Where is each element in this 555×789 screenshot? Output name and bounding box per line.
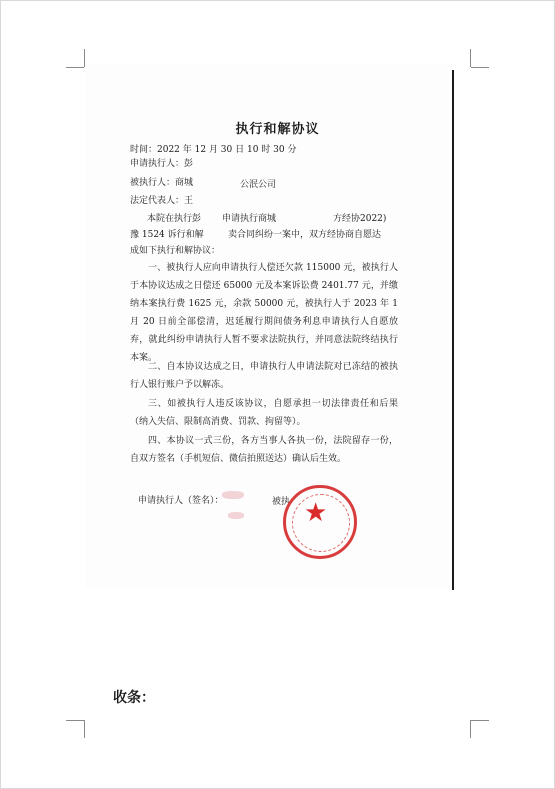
applicant-signature-mark [228,512,244,519]
intro-text-2a: 豫 1524 诉行和解 [130,230,204,240]
intro-text-2b: 卖合同纠纷一案中，双方经协商自愿达 [228,230,382,240]
crop-mark-br-h [471,720,489,721]
crop-mark-tl-h [66,67,84,68]
clause-1: 一、被执行人应向申请执行人偿还欠款 115000 元，被执行人于本协议达成之日偿还 65000 元及本案诉讼费 2401.77 元，并缴纳本案执行费 1625 元，余款 50000 元，被执行人于 2023 年 1 月 20 日前全部偿清，迟延履行期间债务利息申请执行人自愿放弃，就此纠纷申请执行人暂不要求法院执行，并同意法院终结执行本案。 [130,263,398,363]
seal-star-icon: ★ [304,498,328,528]
clause-4: 四、本协议一式三份，各方当事人各执一份，法院留存一份，自双方签名（手机短信、微信拍照送达）确认后生效。 [130,436,398,464]
intro-text-1c: 方经协2022) [333,214,387,224]
respondent-signature-label: 被执 [272,497,291,507]
applicant-line: 申请执行人：彭 [130,159,194,169]
intro-text-1b: 申请执行商城 [222,214,277,224]
crop-mark-br-v [470,720,471,738]
crop-mark-tr-v [470,49,471,67]
clause-2: 二、自本协议达成之日，申请执行人申请法院对已冻结的被执行人银行账户予以解冻。 [130,362,398,390]
document-title: 执行和解协议 [235,122,320,137]
clause-3: 三、如被执行人违反该协议，自愿承担一切法律责任和后果（纳入失信、限制高消费、罚款、拘留等）。 [130,399,398,427]
applicant-signature-label: 申请执行人（签名）： [138,496,224,506]
intro-text-1a: 本院在执行彭 [147,214,202,224]
crop-mark-bl-h [66,720,84,721]
scan-edge-line [452,70,454,590]
applicant-signature [222,491,244,499]
intro-text-3: 成如下执行和解协议： [130,246,221,256]
receipt-label: 收条： [113,690,155,706]
respondent-label: 被执行人：商城 [130,178,194,188]
legal-representative-line: 法定代表人：王 [130,196,194,206]
crop-mark-tr-h [471,67,489,68]
respondent-company: 公泯公司 [240,180,277,190]
time-line: 时间：2022 年 12 月 30 日 10 时 30 分 [130,145,297,155]
crop-mark-bl-v [84,720,85,738]
